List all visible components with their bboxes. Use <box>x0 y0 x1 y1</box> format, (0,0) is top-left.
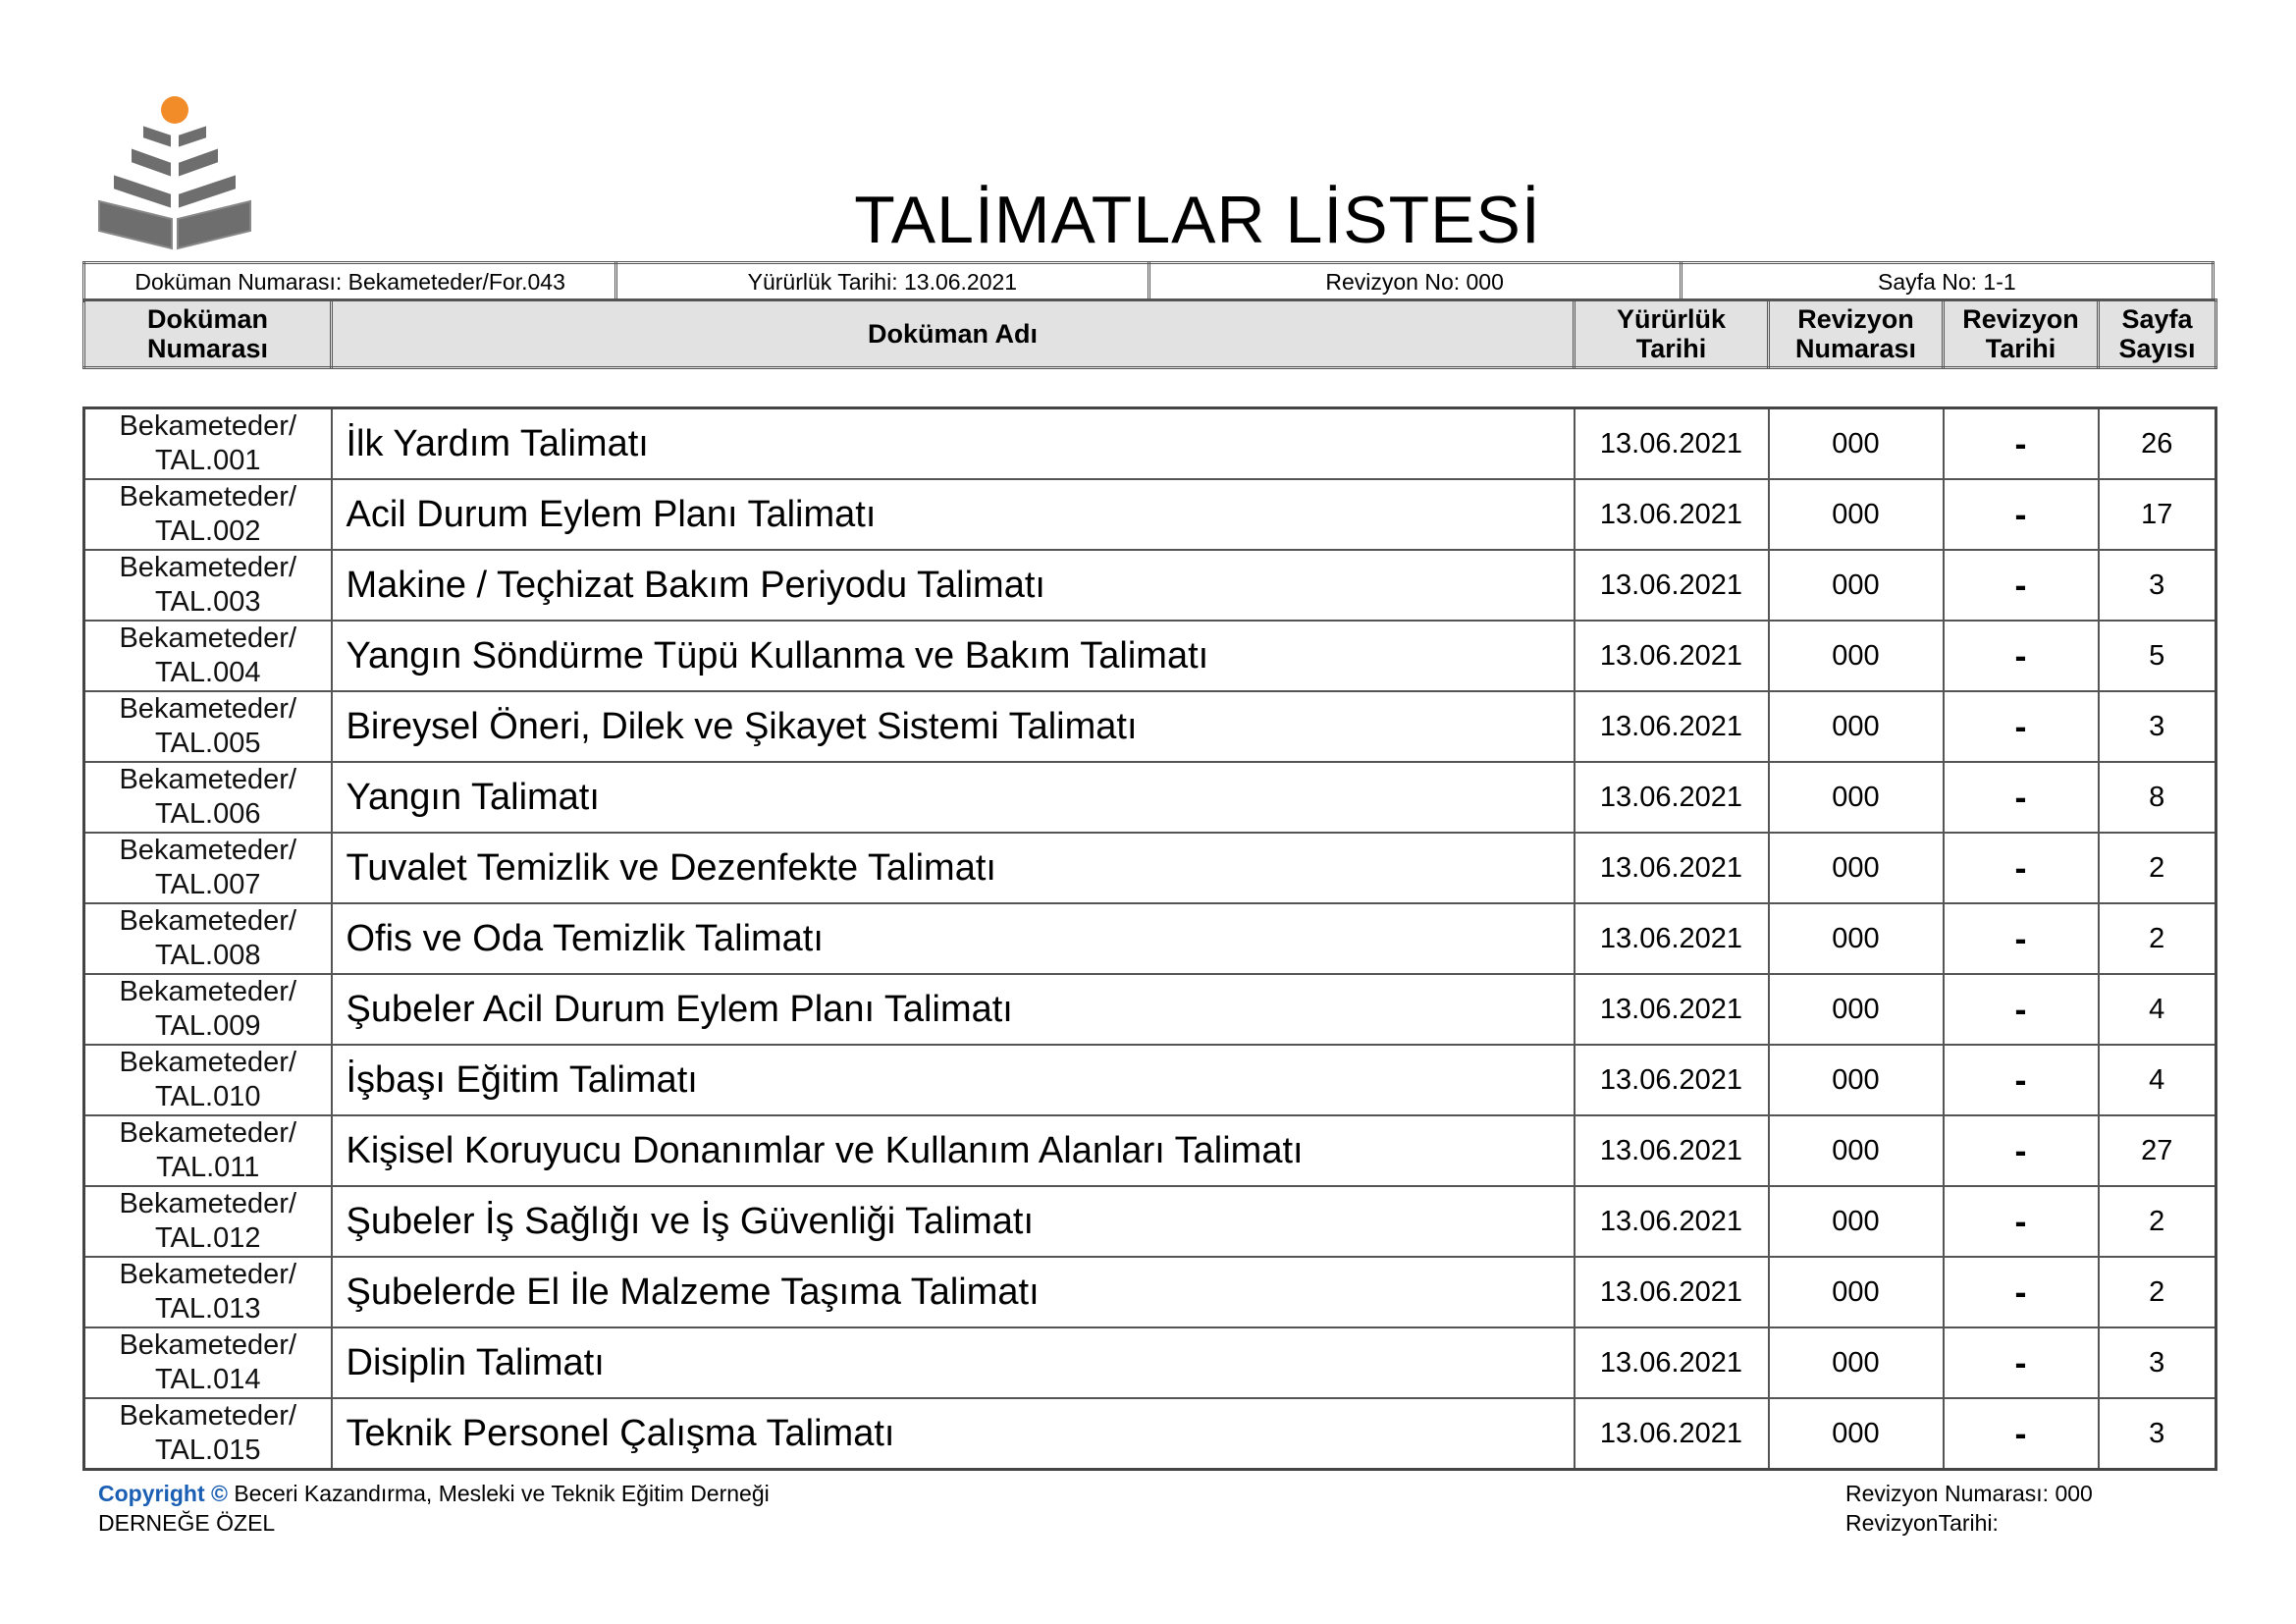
table-row <box>84 1327 2216 1398</box>
doc-code-cell: Bekameteder/ TAL.001 <box>84 408 332 480</box>
footer-revision-number: Revizyon Numarası: 000 <box>1845 1481 2093 1506</box>
table-row <box>84 1186 2216 1257</box>
doc-code-cell: Bekameteder/ TAL.003 <box>84 550 332 621</box>
doc-code-cell: Bekameteder/ TAL.002 <box>84 479 332 550</box>
revision-date-cell: - <box>1944 1186 2099 1257</box>
doc-code-cell: Bekameteder/ TAL.008 <box>84 903 332 974</box>
table-row <box>84 691 2216 762</box>
doc-name-cell: Şubeler İş Sağlığı ve İş Güvenliği Talimatı <box>332 1186 1575 1257</box>
header-doc-name: Doküman Adı <box>332 300 1575 368</box>
effective-date-cell: 13.06.2021 <box>1575 974 1769 1045</box>
revision-date-cell: - <box>1944 1257 2099 1327</box>
revision-date-cell: - <box>1944 621 2099 691</box>
doc-name-cell: İlk Yardım Talimatı <box>332 408 1575 480</box>
doc-name-cell: Teknik Personel Çalışma Talimatı <box>332 1398 1575 1470</box>
effective-date-info: Yürürlük Tarihi: 13.06.2021 <box>616 263 1148 301</box>
page-count-cell: 2 <box>2099 1257 2216 1327</box>
table-row <box>84 762 2216 833</box>
instructions-table <box>82 406 2217 1471</box>
doc-code-cell: Bekameteder/ TAL.013 <box>84 1257 332 1327</box>
header-page-count: Sayfa Sayısı <box>2099 300 2216 368</box>
page-count-cell: 3 <box>2099 1398 2216 1470</box>
table-row <box>84 550 2216 621</box>
doc-number-info: Doküman Numarası: Bekameteder/For.043 <box>84 263 616 301</box>
page-count-cell: 3 <box>2099 691 2216 762</box>
page-title: TALİMATLAR LİSTESİ <box>854 183 1541 257</box>
page-count-cell: 8 <box>2099 762 2216 833</box>
doc-name-cell: Makine / Teçhizat Bakım Periyodu Talimatı <box>332 550 1575 621</box>
revision-number-cell: 000 <box>1769 762 1944 833</box>
doc-code-cell: Bekameteder/ TAL.009 <box>84 974 332 1045</box>
page-count-cell: 26 <box>2099 408 2216 480</box>
revision-number-cell: 000 <box>1769 903 1944 974</box>
doc-name-cell: Acil Durum Eylem Planı Talimatı <box>332 479 1575 550</box>
page-count-cell: 5 <box>2099 621 2216 691</box>
revision-number-cell: 000 <box>1769 550 1944 621</box>
doc-name-cell: Yangın Söndürme Tüpü Kullanma ve Bakım Talimatı <box>332 621 1575 691</box>
table-row <box>84 408 2216 480</box>
revision-number-cell: 000 <box>1769 691 1944 762</box>
footer-copyright <box>98 1479 770 1538</box>
document-info-table <box>82 261 2215 302</box>
revision-number-cell: 000 <box>1769 1045 1944 1115</box>
list-header-table <box>82 298 2217 369</box>
effective-date-cell: 13.06.2021 <box>1575 550 1769 621</box>
revision-date-cell: - <box>1944 1115 2099 1186</box>
header-revision-number: Revizyon Numarası <box>1769 300 1944 368</box>
doc-code-cell: Bekameteder/ TAL.010 <box>84 1045 332 1115</box>
effective-date-cell: 13.06.2021 <box>1575 1186 1769 1257</box>
revision-number-cell: 000 <box>1769 1327 1944 1398</box>
page-count-cell: 3 <box>2099 1327 2216 1398</box>
revision-date-cell: - <box>1944 903 2099 974</box>
effective-date-cell: 13.06.2021 <box>1575 903 1769 974</box>
revision-date-cell: - <box>1944 1398 2099 1470</box>
doc-name-cell: Disiplin Talimatı <box>332 1327 1575 1398</box>
effective-date-cell: 13.06.2021 <box>1575 1257 1769 1327</box>
page-count-cell: 4 <box>2099 974 2216 1045</box>
revision-number-cell: 000 <box>1769 621 1944 691</box>
doc-code-cell: Bekameteder/ TAL.014 <box>84 1327 332 1398</box>
doc-code-cell: Bekameteder/ TAL.011 <box>84 1115 332 1186</box>
table-row <box>84 1115 2216 1186</box>
effective-date-cell: 13.06.2021 <box>1575 762 1769 833</box>
revision-date-cell: - <box>1944 974 2099 1045</box>
header-revision-date: Revizyon Tarihi <box>1944 300 2099 368</box>
effective-date-cell: 13.06.2021 <box>1575 1398 1769 1470</box>
page-count-cell: 4 <box>2099 1045 2216 1115</box>
doc-name-cell: Şubelerde El İle Malzeme Taşıma Talimatı <box>332 1257 1575 1327</box>
page-count-cell: 27 <box>2099 1115 2216 1186</box>
doc-code-cell: Bekameteder/ TAL.005 <box>84 691 332 762</box>
table-row <box>84 621 2216 691</box>
effective-date-cell: 13.06.2021 <box>1575 479 1769 550</box>
doc-name-cell: İşbaşı Eğitim Talimatı <box>332 1045 1575 1115</box>
revision-date-cell: - <box>1944 762 2099 833</box>
revision-number-cell: 000 <box>1769 1257 1944 1327</box>
table-row <box>84 1398 2216 1470</box>
table-row <box>84 1045 2216 1115</box>
revision-no-info: Revizyon No: 000 <box>1148 263 1681 301</box>
revision-date-cell: - <box>1944 408 2099 480</box>
revision-number-cell: 000 <box>1769 1398 1944 1470</box>
page-count-cell: 2 <box>2099 833 2216 903</box>
doc-name-cell: Ofis ve Oda Temizlik Talimatı <box>332 903 1575 974</box>
doc-code-cell: Bekameteder/ TAL.007 <box>84 833 332 903</box>
header-effective-date: Yürürlük Tarihi <box>1575 300 1769 368</box>
table-row <box>84 479 2216 550</box>
page-count-cell: 2 <box>2099 903 2216 974</box>
revision-date-cell: - <box>1944 550 2099 621</box>
revision-number-cell: 000 <box>1769 408 1944 480</box>
effective-date-cell: 13.06.2021 <box>1575 408 1769 480</box>
footer-revision <box>1845 1479 2093 1538</box>
revision-date-cell: - <box>1944 479 2099 550</box>
doc-name-cell: Yangın Talimatı <box>332 762 1575 833</box>
revision-date-cell: - <box>1944 833 2099 903</box>
copyright-label: Copyright © <box>98 1481 228 1506</box>
effective-date-cell: 13.06.2021 <box>1575 691 1769 762</box>
effective-date-cell: 13.06.2021 <box>1575 621 1769 691</box>
effective-date-cell: 13.06.2021 <box>1575 1045 1769 1115</box>
revision-number-cell: 000 <box>1769 974 1944 1045</box>
effective-date-cell: 13.06.2021 <box>1575 833 1769 903</box>
revision-number-cell: 000 <box>1769 1115 1944 1186</box>
doc-code-cell: Bekameteder/ TAL.004 <box>84 621 332 691</box>
doc-name-cell: Tuvalet Temizlik ve Dezenfekte Talimatı <box>332 833 1575 903</box>
revision-date-cell: - <box>1944 1327 2099 1398</box>
doc-name-cell: Bireysel Öneri, Dilek ve Şikayet Sistemi Talimatı <box>332 691 1575 762</box>
doc-code-cell: Bekameteder/ TAL.015 <box>84 1398 332 1470</box>
page-count-cell: 2 <box>2099 1186 2216 1257</box>
page-count-cell: 17 <box>2099 479 2216 550</box>
private-notice: DERNEĞE ÖZEL <box>98 1510 276 1536</box>
doc-name-cell: Kişisel Koruyucu Donanımlar ve Kullanım Alanları Talimatı <box>332 1115 1575 1186</box>
table-row <box>84 833 2216 903</box>
organization-name: Beceri Kazandırma, Mesleki ve Teknik Eğitim Derneği <box>227 1481 770 1506</box>
table-row <box>84 974 2216 1045</box>
table-row <box>84 903 2216 974</box>
doc-code-cell: Bekameteder/ TAL.012 <box>84 1186 332 1257</box>
doc-code-cell: Bekameteder/ TAL.006 <box>84 762 332 833</box>
table-row <box>84 1257 2216 1327</box>
revision-number-cell: 000 <box>1769 479 1944 550</box>
page-no-info: Sayfa No: 1-1 <box>1681 263 2213 301</box>
doc-name-cell: Şubeler Acil Durum Eylem Planı Talimatı <box>332 974 1575 1045</box>
effective-date-cell: 13.06.2021 <box>1575 1327 1769 1398</box>
effective-date-cell: 13.06.2021 <box>1575 1115 1769 1186</box>
revision-date-cell: - <box>1944 691 2099 762</box>
header-doc-number: Doküman Numarası <box>84 300 332 368</box>
revision-date-cell: - <box>1944 1045 2099 1115</box>
revision-number-cell: 000 <box>1769 1186 1944 1257</box>
revision-number-cell: 000 <box>1769 833 1944 903</box>
page-count-cell: 3 <box>2099 550 2216 621</box>
footer-revision-date: RevizyonTarihi: <box>1845 1510 1999 1536</box>
